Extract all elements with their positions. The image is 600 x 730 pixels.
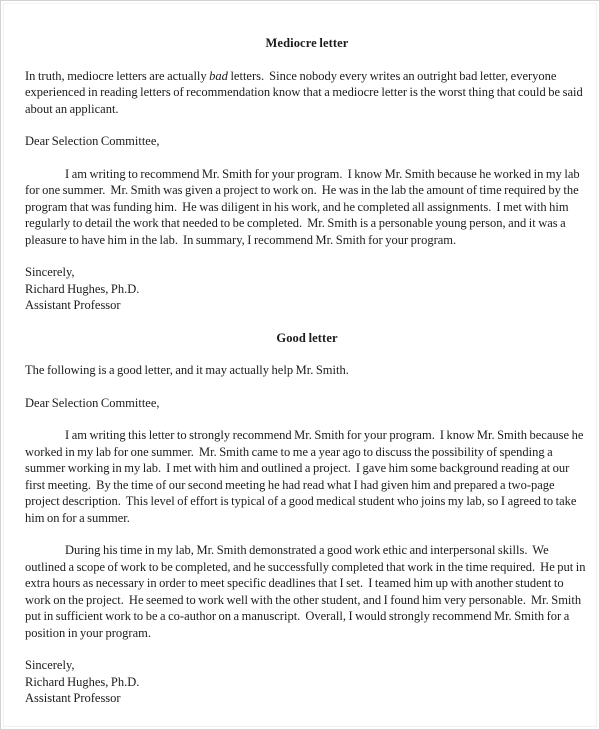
letter-heading-good: Good letter: [276, 330, 338, 345]
mediocre-intro-paragraph: [25, 68, 589, 118]
mediocre-body-paragraph: I am writing to recommend Mr. Smith for your program. I know Mr. Smith because he worked in my lab for one summer. Mr. Smith was given a project to work on. He was in the lab the amount of time required by the program that was funding him. He was diligent in his work, and he completed all assignments. I met with him regularly to detail the work that needed to be completed. Mr. Smith is a personable young person, and it was a pleasure to have him in the lab. In summary, I recommend Mr. Smith for your program.: [25, 166, 583, 247]
intro-text-italic: bad: [209, 68, 228, 83]
salutation-good: Dear Selection Committee,: [25, 395, 160, 410]
signature-title: Assistant Professor: [25, 298, 121, 312]
salutation-mediocre: Dear Selection Committee,: [25, 134, 160, 148]
signature-name: Richard Hughes, Ph.D.: [25, 674, 140, 689]
good-intro-paragraph: The following is a good letter, and it may actually help Mr. Smith.: [25, 363, 349, 377]
signature-closing: Sincerely,: [25, 658, 75, 672]
good-body-paragraph-2: During his time in my lab, Mr. Smith demonstrated a good work ethic and interpersonal skills. We outlined a scope of work to be completed, and he successfully completed that work in the time required. He put in extra hours as necessary in order to meet specific deadlines that I set. I teamed him up with another student to work on the project. He seemed to work well with the other student, and I found him very personable. Mr. Smith put in sufficient work to be a co-author on a manuscript. Overall, I would strongly recommend Mr. Smith for a position in your program.: [25, 543, 589, 640]
signature-name: Richard Hughes, Ph.D.: [25, 281, 140, 296]
signature-block-good: [25, 657, 589, 707]
letter-section-good: [25, 330, 589, 707]
signature-title: Assistant Professor: [25, 691, 121, 705]
signature-closing: Sincerely,: [25, 265, 75, 279]
signature-block-mediocre: [25, 264, 589, 314]
intro-text-post: letters. Since nobody every writes an outright bad letter, everyone experienced in reading letters of recommendation know that a mediocre letter is the worst thing that could be said about an applicant.: [25, 68, 586, 116]
intro-text-pre: In truth, mediocre letters are actually: [25, 68, 210, 83]
letter-heading-mediocre: Mediocre letter: [265, 36, 349, 50]
good-body-paragraph-1: I am writing this letter to strongly recommend Mr. Smith for your program. I know Mr. Smith because he worked in my lab for one summer. Mr. Smith came to me a year ago to discuss the possibility of spending a summer working in my lab. I met with him and outlined a project. I gave him some background reading at our first meeting. By the time of our second meeting he had read what I had given him and prepared a two-page project description. This level of effort is typical of a good medical student who joins my lab, so I agreed to take him on for a summer.: [25, 428, 586, 525]
letter-section-mediocre: [25, 35, 589, 314]
